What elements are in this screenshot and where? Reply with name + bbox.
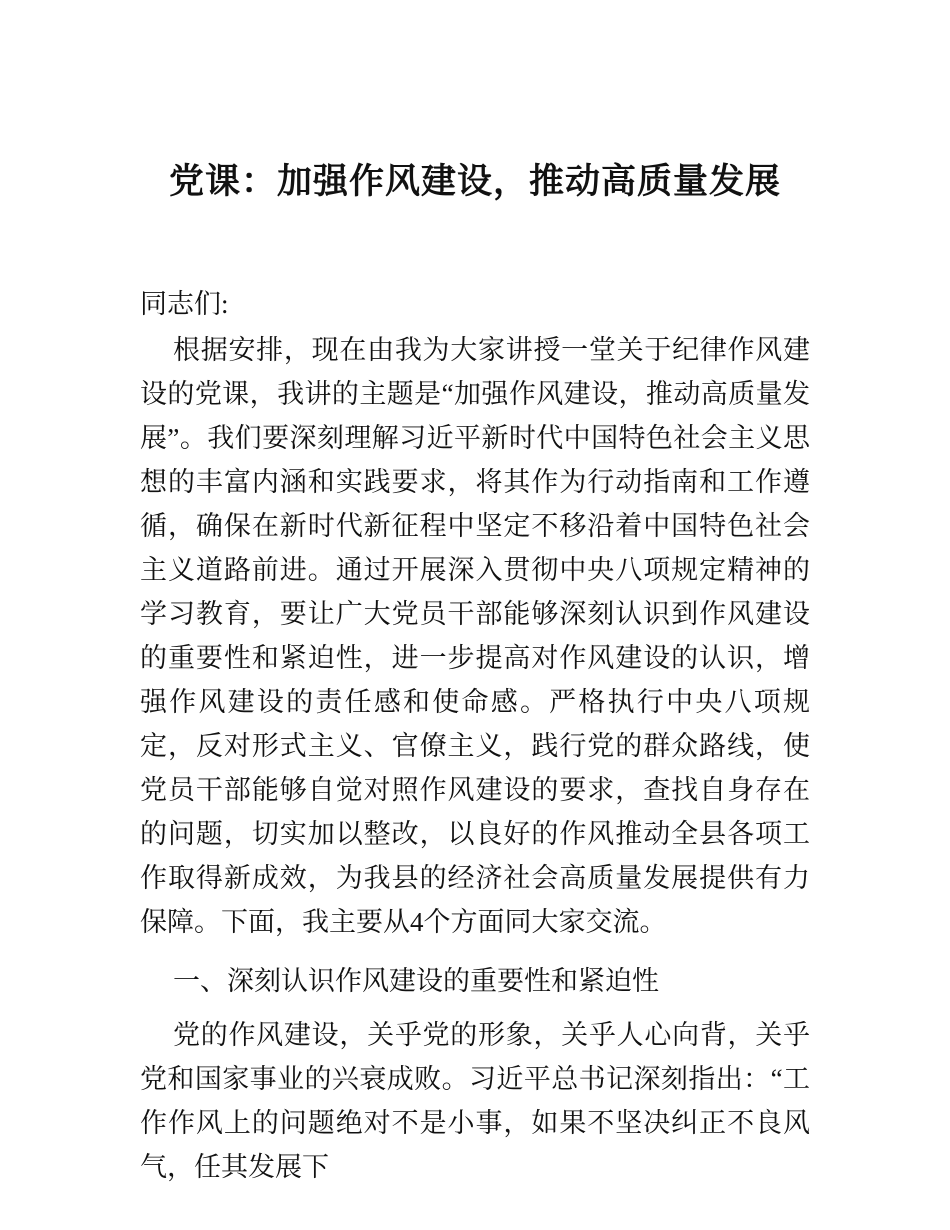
document-body — [140, 328, 810, 1189]
paragraph: 党的作风建设，关乎党的形象，关乎人心向背，关乎党和国家事业的兴衰成败。习近平总书记深刻指出：“工作作风上的问题绝对不是小事，如果不坚决纠正不良风气，任其发展下 — [140, 1020, 810, 1182]
section-heading: 一、深刻认识作风建设的重要性和紧迫性 — [173, 966, 659, 996]
document-title: 党课：加强作风建设，推动高质量发展 — [168, 162, 781, 201]
paragraph: 根据安排，现在由我为大家讲授一堂关于纪律作风建设的党课，我讲的主题是“加强作风建设，推动高质量发展”。我们要深刻理解习近平新时代中国特色社会主义思想的丰富内涵和实践要求，将其作为行动指南和工作遵循，确保在新时代新征程中坚定不移沿着中国特色社会主义道路前进。通过开展深入贯彻中央八项规定精神的学习教育，要让广大党员干部能够深刻认识到作风建设的重要性和紧迫性，进一步提高对作风建设的认识，增强作风建设的责任感和使命感。严格执行中央八项规定，反对形式主义、官僚主义，践行党的群众路线，使党员干部能够自觉对照作风建设的要求，查找自身存在的问题，切实加以整改，以良好的作风推动全县各项工作取得新成效，为我县的经济社会高质量发展提供有力保障。下面，我主要从4个方面同大家交流。 — [140, 335, 810, 937]
salutation: 同志们: — [140, 289, 229, 319]
